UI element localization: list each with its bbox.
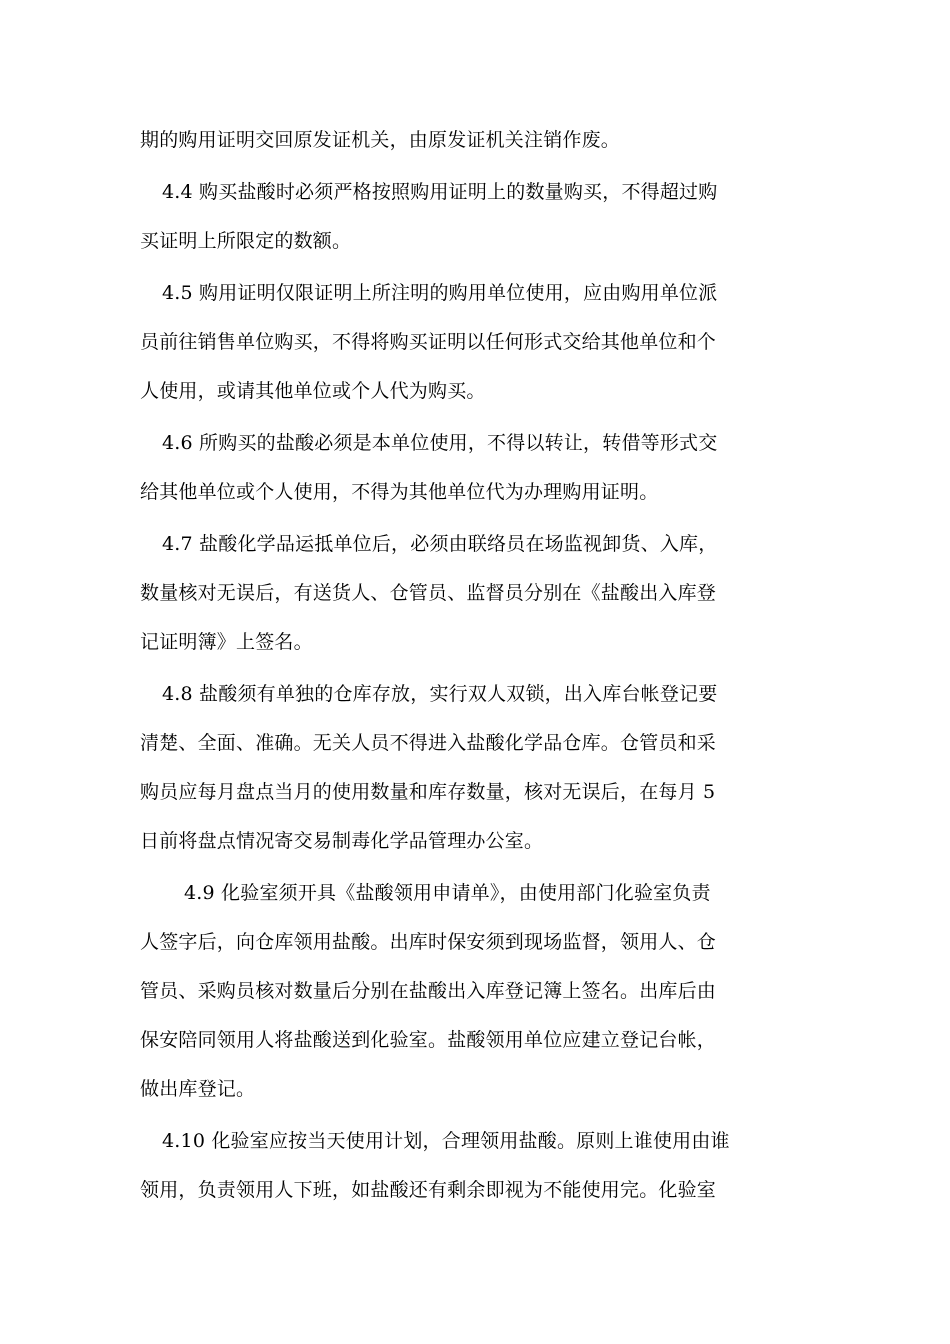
- paragraph-4-7-line: 4.7 盐酸化学品运抵单位后，必须由联络员在场监视卸货、入库，: [162, 533, 718, 555]
- paragraph-4-7-line: 数量核对无误后，有送货人、仓管员、监督员分别在《盐酸出入库登: [140, 582, 717, 604]
- paragraph-4-9-line: 4.9 化验室须开具《盐酸领用申请单》，由使用部门化验室负责: [184, 882, 711, 904]
- paragraph-4-9-line: 保安陪同领用人将盐酸送到化验室。盐酸领用单位应建立登记台帐，: [140, 1029, 717, 1051]
- paragraph-4-9-line: 管员、采购员核对数量后分别在盐酸出入库登记簿上签名。出库后由: [140, 980, 717, 1002]
- paragraph-4-7-line: 记证明簿》上签名。: [140, 631, 313, 653]
- paragraph-line: 期的购用证明交回原发证机关，由原发证机关注销作废。: [140, 129, 621, 151]
- paragraph-4-4-line: 4.4 购买盐酸时必须严格按照购用证明上的数量购买，不得超过购: [162, 181, 718, 203]
- paragraph-4-8-line: 购员应每月盘点当月的使用数量和库存数量，核对无误后，在每月 5: [140, 781, 716, 803]
- paragraph-4-9-line: 做出库登记。: [140, 1078, 256, 1100]
- paragraph-4-5-line: 人使用，或请其他单位或个人代为购买。: [140, 380, 486, 402]
- paragraph-4-8-line: 4.8 盐酸须有单独的仓库存放，实行双人双锁，出入库台帐登记要: [162, 683, 718, 705]
- paragraph-4-5-line: 4.5 购用证明仅限证明上所注明的购用单位使用，应由购用单位派: [162, 282, 718, 304]
- paragraph-4-4-line: 买证明上所限定的数额。: [140, 230, 352, 252]
- paragraph-4-5-line: 员前往销售单位购买，不得将购买证明以任何形式交给其他单位和个: [140, 331, 717, 353]
- paragraph-4-8-line: 清楚、全面、准确。无关人员不得进入盐酸化学品仓库。仓管员和采: [140, 732, 717, 754]
- paragraph-4-6-line: 4.6 所购买的盐酸必须是本单位使用，不得以转让，转借等形式交: [162, 432, 718, 454]
- paragraph-4-9-line: 人签字后，向仓库领用盐酸。出库时保安须到现场监督，领用人、仓: [140, 931, 717, 953]
- paragraph-4-10-line: 4.10 化验室应按当天使用计划，合理领用盐酸。原则上谁使用由谁: [162, 1130, 730, 1152]
- paragraph-4-8-line: 日前将盘点情况寄交易制毒化学品管理办公室。: [140, 830, 544, 852]
- paragraph-4-6-line: 给其他单位或个人使用，不得为其他单位代为办理购用证明。: [140, 481, 659, 503]
- paragraph-4-10-line: 领用，负责领用人下班，如盐酸还有剩余即视为不能使用完。化验室: [140, 1179, 717, 1201]
